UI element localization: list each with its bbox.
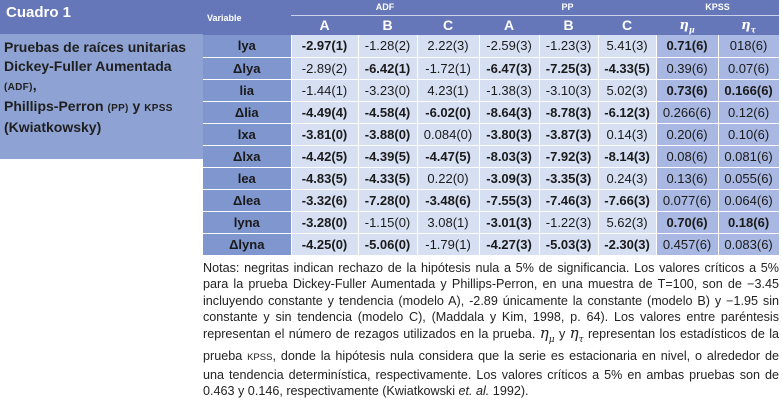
adf-a-header: A [291, 15, 358, 35]
table-cell: -4.33(5) [358, 168, 417, 190]
table-cell: -4.42(5) [291, 145, 358, 167]
table-cell: 0.083(6) [718, 234, 779, 256]
table-row [203, 79, 779, 101]
table-cell: 4.23(1) [417, 79, 479, 101]
row-variable: Δlyna [203, 234, 291, 256]
table-row [203, 101, 779, 123]
kpss-tau-header [718, 15, 779, 35]
table-cell: -3.88(0) [358, 123, 417, 145]
table-cell: -8.64(3) [479, 101, 539, 123]
caption-line-5: (Kwiatkowsky) [4, 119, 102, 135]
notes-conj: y [554, 327, 570, 342]
caption-line-4 [4, 97, 200, 118]
caption-title: Cuadro 1 [0, 0, 203, 34]
table-cell: 0.12(6) [718, 101, 779, 123]
table-cell: 0.71(6) [656, 35, 718, 57]
caption-pp-abbr: (PP) [107, 103, 129, 114]
table-cell: -1.79(1) [417, 234, 479, 256]
pp-b-header: B [539, 15, 598, 35]
table-cell: -1.28(2) [358, 35, 417, 57]
table-cell: -1.38(3) [479, 79, 539, 101]
table-cell: 2.22(3) [417, 35, 479, 57]
table-cell: -4.83(5) [291, 168, 358, 190]
table-cell: -4.47(5) [417, 145, 479, 167]
table-cell: 3.08(1) [417, 212, 479, 234]
row-variable: lxa [203, 123, 291, 145]
notes-part-3: , donde la hipótesis nula considera que la serie es estacionaria en nivel, o alrededor de una tendencia determinística, respectivamente. Los valores críticos a 5% en ambas pruebas son de 0.463 y 0.146, respectivamente (Kwiatkowski [203, 349, 779, 399]
table-cell: -8.78(3) [539, 101, 598, 123]
table-cell: -3.09(3) [479, 168, 539, 190]
table-cell: -1.22(3) [539, 212, 598, 234]
table-cell: -2.89(2) [291, 57, 358, 79]
table-row [203, 57, 779, 79]
table-cell: 0.39(6) [656, 57, 718, 79]
table-cell: -7.25(3) [539, 57, 598, 79]
table-cell: -3.28(0) [291, 212, 358, 234]
table-cell: -3.01(3) [479, 212, 539, 234]
table-cell: 0.24(3) [598, 168, 656, 190]
unit-root-table [203, 0, 780, 256]
table-cell: -3.80(3) [479, 123, 539, 145]
table-body [203, 35, 779, 256]
table-row [203, 190, 779, 212]
table-cell: -5.06(0) [358, 234, 417, 256]
table-cell: 0.081(6) [718, 145, 779, 167]
row-variable: lia [203, 79, 291, 101]
caption-conj: y [128, 98, 145, 114]
adf-group-header: ADF [291, 0, 479, 15]
table-cell: 0.166(6) [718, 79, 779, 101]
table-cell: 0.10(6) [718, 123, 779, 145]
table-cell: 0.18(6) [718, 212, 779, 234]
kpss-mu-header [656, 15, 718, 35]
caption-adf-abbr: (ADF) [4, 82, 33, 93]
kpss-mu-subscript: μ [688, 24, 695, 35]
row-variable: lyna [203, 212, 291, 234]
table-cell: 0.14(3) [598, 123, 656, 145]
table-cell: -1.44(1) [291, 79, 358, 101]
table-cell: -7.55(3) [479, 190, 539, 212]
results-table-container [203, 0, 779, 256]
table-cell: -7.28(0) [358, 190, 417, 212]
table-cell: 018(6) [718, 35, 779, 57]
table-cell: 0.055(6) [718, 168, 779, 190]
table-cell: 0.20(6) [656, 123, 718, 145]
caption-kpss-abbr: KPSS [144, 103, 173, 114]
table-cell: -1.72(1) [417, 57, 479, 79]
table-cell: -4.49(4) [291, 101, 358, 123]
table-cell: 0.266(6) [656, 101, 718, 123]
caption-comma: , [32, 77, 37, 93]
table-cell: 5.02(3) [598, 79, 656, 101]
table-cell: -5.03(3) [539, 234, 598, 256]
table-cell: -3.48(6) [417, 190, 479, 212]
table-cell: -3.87(3) [539, 123, 598, 145]
table-cell: -1.15(0) [358, 212, 417, 234]
table-cell: -3.35(3) [539, 168, 598, 190]
table-cell: 5.62(3) [598, 212, 656, 234]
row-variable: Δlia [203, 101, 291, 123]
adf-b-header: B [358, 15, 417, 35]
eta-mu-letter: η [539, 324, 549, 343]
row-variable: Δlxa [203, 145, 291, 167]
table-cell: 5.41(3) [598, 35, 656, 57]
table-cell: -3.32(6) [291, 190, 358, 212]
table-cell: -3.23(0) [358, 79, 417, 101]
kpss-group-header: KPSS [656, 0, 779, 15]
table-cell: -4.39(5) [358, 145, 417, 167]
table-cell: -4.33(5) [598, 57, 656, 79]
table-cell: 0.22(0) [417, 168, 479, 190]
caption-text [4, 38, 200, 137]
table-cell: -6.42(1) [358, 57, 417, 79]
table-row [203, 212, 779, 234]
table-cell: -6.47(3) [479, 57, 539, 79]
row-variable: lea [203, 168, 291, 190]
table-row [203, 123, 779, 145]
table-cell: 0.08(6) [656, 145, 718, 167]
table-cell: 0.73(6) [656, 79, 718, 101]
table-cell: -3.81(0) [291, 123, 358, 145]
table-cell: -4.25(0) [291, 234, 358, 256]
table-cell: -4.58(4) [358, 101, 417, 123]
table-cell: 0.064(6) [718, 190, 779, 212]
table-row [203, 234, 779, 256]
table-cell: 0.084(0) [417, 123, 479, 145]
caption-line-3 [4, 76, 200, 97]
table-cell: 0.07(6) [718, 57, 779, 79]
table-cell: -7.66(3) [598, 190, 656, 212]
table-cell: -6.12(3) [598, 101, 656, 123]
notes-kpss-abbr: KPSS [247, 352, 273, 364]
eta-tau-letter: η [569, 324, 579, 343]
caption-line-1: Pruebas de raíces unitarias [4, 39, 187, 55]
kpss-tau-subscript: τ [750, 24, 756, 35]
caption-panel [0, 0, 203, 159]
row-variable: Δlea [203, 190, 291, 212]
notes-part-2: representan los estadísticos de la prueba [203, 327, 780, 364]
table-cell: 0.457(6) [656, 234, 718, 256]
kpss-mu-symbol: η [679, 17, 689, 33]
eta-tau-sub: τ [578, 335, 584, 346]
caption-pp-label: Phillips-Perron [4, 98, 108, 114]
table-cell: -2.97(1) [291, 35, 358, 57]
pp-group-header: PP [479, 0, 656, 15]
table-row [203, 145, 779, 167]
table-cell: -3.10(3) [539, 79, 598, 101]
row-variable: lya [203, 35, 291, 57]
eta-mu-sub: μ [548, 335, 555, 346]
table-cell: -7.46(3) [539, 190, 598, 212]
pp-a-header: A [479, 15, 539, 35]
table-cell: -7.92(3) [539, 145, 598, 167]
table-cell: 0.077(6) [656, 190, 718, 212]
notes-part-4: 1992). [489, 384, 529, 399]
variable-header: Variable [203, 0, 291, 35]
table-cell: -8.14(3) [598, 145, 656, 167]
table-cell: 0.70(6) [656, 212, 718, 234]
eta-mu-symbol [539, 324, 555, 346]
table-cell: -8.03(3) [479, 145, 539, 167]
notes-part-1: Notas: negritas indican rechazo de la hipótesis nula a 5% de significancia. Los valores críticos a 5% para la prueba Dickey-Fuller Aumentada y Phillips-Perron, en una muestra de T=100, son de −3.45 incluyendo constante y tendencia (modelo A), -2.89 únicamente la constante (modelo B) y −1.95 sin constante y sin tendencia (modelo C), (Maddala y Kim, 1998, p. 64). Los valores entre paréntesis representan el número de rezagos utilizados en la prueba. [203, 261, 779, 342]
table-cell: -2.59(3) [479, 35, 539, 57]
caption-line-2: Dickey-Fuller Aumentada [4, 58, 172, 74]
table-row [203, 168, 779, 190]
notes-etal: et. al. [458, 384, 490, 399]
adf-c-header: C [417, 15, 479, 35]
table-cell: -6.02(0) [417, 101, 479, 123]
pp-c-header: C [598, 15, 656, 35]
table-notes [203, 260, 779, 399]
kpss-tau-symbol: η [741, 17, 751, 33]
table-cell: -1.23(3) [539, 35, 598, 57]
table-cell: -4.27(3) [479, 234, 539, 256]
table-cell: -2.30(3) [598, 234, 656, 256]
eta-tau-symbol [569, 324, 584, 346]
row-variable: Δlya [203, 57, 291, 79]
table-cell: 0.13(6) [656, 168, 718, 190]
group-header-row [203, 0, 779, 15]
table-row [203, 35, 779, 57]
